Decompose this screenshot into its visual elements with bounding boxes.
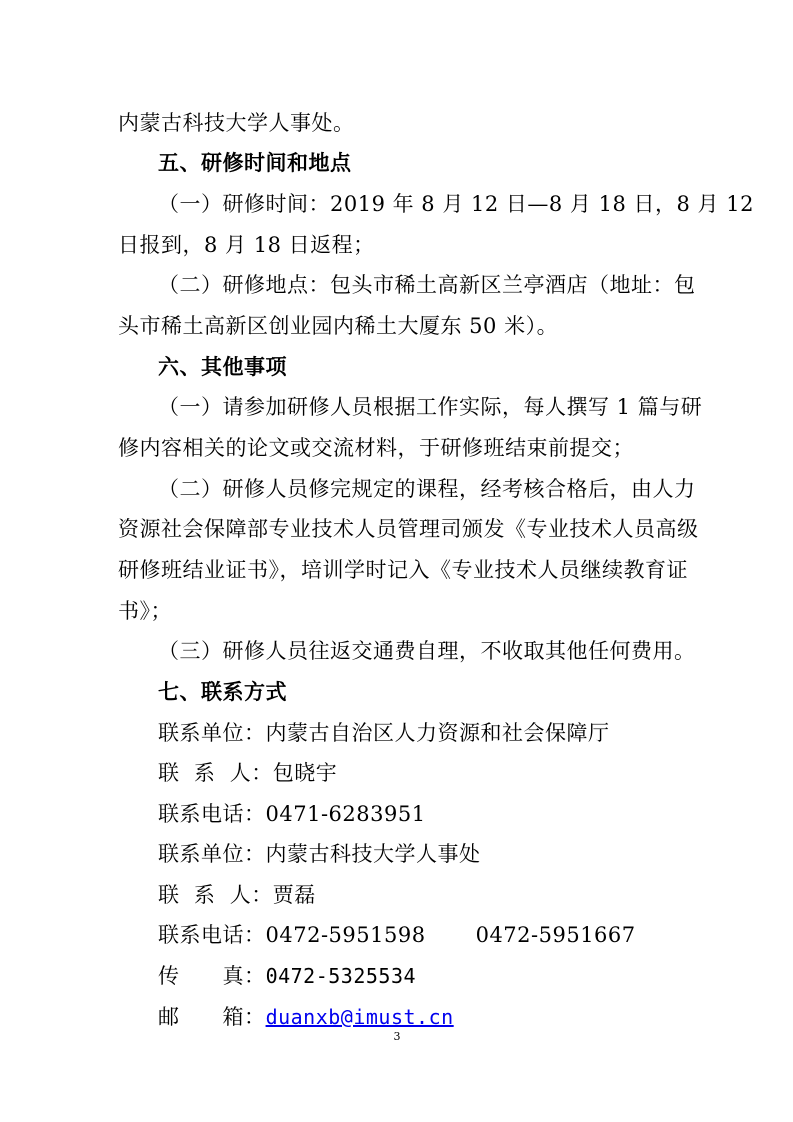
section-heading-6: 六、其他事项 — [158, 355, 287, 379]
other-1-line-2: 修内容相关的论文或交流材料，于研修班结束前提交； — [118, 436, 634, 460]
contact-phone-1-label: 联系电话： — [158, 802, 266, 826]
contact-person-2-label: 联 系 人： — [158, 883, 273, 907]
email-link[interactable]: duanxb@imust.cn — [265, 1005, 454, 1029]
time-paragraph-line-1: （一）研修时间：2019 年 8 月 12 日—8 月 18 日，8 月 12 — [158, 192, 754, 216]
contact-phone-2-value-a: 0472-5951598 — [265, 923, 426, 947]
contact-person-1-value: 包晓宇 — [272, 761, 338, 785]
contact-email — [158, 1002, 738, 1032]
contact-email-label: 邮 箱： — [158, 1005, 266, 1029]
location-paragraph-line-1: （二）研修地点：包头市稀土高新区兰亭酒店（地址：包 — [158, 273, 696, 297]
contact-unit-2-label: 联系单位： — [158, 842, 266, 866]
contact-phone-2-label: 联系电话： — [158, 923, 266, 947]
other-2-line-1: （二）研修人员修完规定的课程，经考核合格后，由人力 — [158, 477, 696, 501]
location-paragraph-line-2: 头市稀土高新区创业园内稀土大厦东 50 米）。 — [118, 314, 559, 338]
contact-person-1 — [158, 758, 738, 788]
contact-fax-label: 传 真： — [158, 964, 266, 988]
contact-unit-1-value: 内蒙古自治区人力资源和社会保障厅 — [265, 721, 610, 745]
contact-fax-value: 0472-5325534 — [265, 964, 417, 988]
time-paragraph-line-2: 日报到，8 月 18 日返程； — [118, 233, 375, 257]
contact-phone-2-value-b: 0472-5951667 — [475, 923, 636, 947]
other-3-line: （三）研修人员往返交通费自理，不收取其他任何费用。 — [158, 639, 696, 663]
contact-unit-2-value: 内蒙古科技大学人事处 — [265, 842, 481, 866]
contact-phone-1-value: 0471-6283951 — [265, 802, 426, 826]
contact-phone-1 — [158, 799, 738, 829]
other-1-line-1: （一）请参加研修人员根据工作实际，每人撰写 1 篇与研 — [158, 395, 703, 419]
contact-unit-1-label: 联系单位： — [158, 721, 266, 745]
contact-unit-2 — [158, 839, 738, 869]
other-2-line-4: 书》； — [118, 599, 172, 623]
contact-unit-1 — [158, 718, 738, 748]
contact-person-2-value: 贾磊 — [272, 883, 316, 907]
other-2-line-3: 研修班结业证书》，培训学时记入《专业技术人员继续教育证 — [118, 558, 688, 582]
contact-person-1-label: 联 系 人： — [158, 761, 273, 785]
contact-phone-2 — [158, 920, 738, 950]
section-heading-7: 七、联系方式 — [158, 680, 287, 704]
contact-fax — [158, 961, 738, 991]
paragraph-tail: 内蒙古科技大学人事处。 — [118, 111, 355, 135]
contact-person-2 — [158, 880, 738, 910]
section-heading-5: 五、研修时间和地点 — [158, 151, 352, 175]
other-2-line-2: 资源社会保障部专业技术人员管理司颁发《专业技术人员高级 — [118, 517, 699, 541]
page-number: 3 — [393, 1030, 401, 1043]
